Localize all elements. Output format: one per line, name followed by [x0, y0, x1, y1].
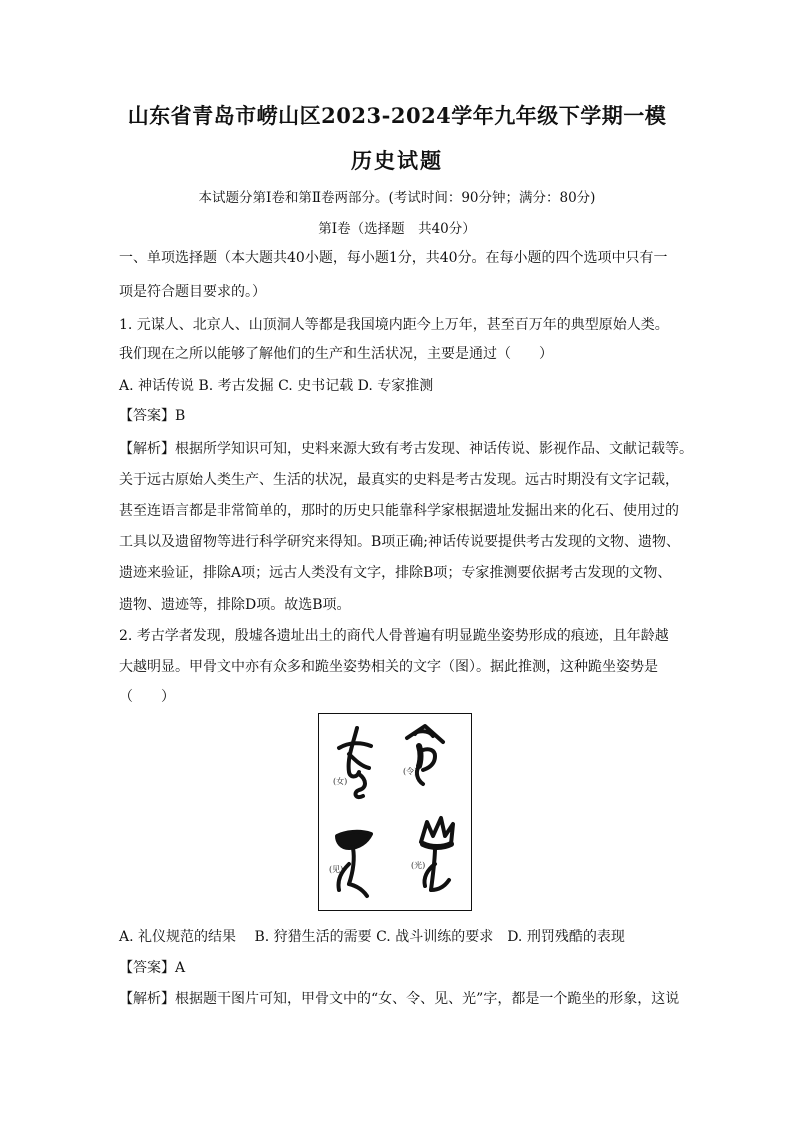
glyph-label-ling: (令) — [403, 767, 418, 776]
question-1-analysis-line-2: 关于远古原始人类生产、生活的状况，最真实的史料是考古发现。远古时期没有文字记载， — [119, 472, 679, 488]
question-1-analysis-line-4: 工具以及遗留物等进行科学研究来得知。B项正确;神话传说要提供考古发现的文物、遗物、 — [119, 534, 681, 550]
question-1-analysis-line-6: 遗物、遗迹等，排除D项。故选B项。 — [119, 597, 351, 613]
oracle-bone-figure — [318, 713, 472, 911]
question-1-options: A. 神话传说 B. 考古发掘 C. 史书记载 D. 专家推测 — [119, 378, 434, 394]
question-1-answer: 【答案】B — [119, 408, 186, 424]
page-title: 山东省青岛市崂山区2023-2024学年九年级下学期一模 — [127, 103, 667, 128]
part-title: 第Ⅰ卷（选择题 共40分） — [318, 221, 476, 237]
exam-note: 本试题分第Ⅰ卷和第Ⅱ卷两部分。(考试时间：90分钟；满分：80分) — [198, 190, 596, 206]
glyph-label-jian: (见) — [329, 865, 344, 874]
question-2-stem-line-1: 2. 考古学者发现，殷墟各遗址出土的商代人骨普遍有明显跪坐姿势形成的痕迹，且年龄越 — [119, 628, 669, 644]
glyph-guang — [421, 818, 453, 890]
question-2-options: A. 礼仪规范的结果 B. 狩猎生活的需要 C. 战斗训练的要求 D. 刑罚残酷的表现 — [119, 929, 625, 945]
question-1-analysis-line-3: 甚至连语言都是非常简单的，那时的历史只能靠科学家根据遗址发掘出来的化石、使用过的 — [119, 503, 679, 519]
question-2-stem-line-3: （ ） — [119, 689, 175, 705]
question-2-analysis-line-1: 【解析】根据题干图片可知，甲骨文中的“女、令、见、光”字，都是一个跪坐的形象，这说 — [119, 991, 680, 1007]
question-2-answer: 【答案】A — [119, 960, 186, 976]
question-1-stem-line-1: 1. 元谋人、北京人、山顶洞人等都是我国境内距今上万年，甚至百万年的典型原始人类。 — [119, 317, 669, 333]
question-2-stem-line-2: 大越明显。甲骨文中亦有众多和跪坐姿势相关的文字（图）。据此推测，这种跪坐姿势是 — [119, 659, 658, 675]
oracle-bone-glyphs — [319, 714, 473, 912]
page-subtitle: 历史试题 — [351, 148, 443, 173]
section-instruction-line-2: 项是符合题目要求的。） — [119, 284, 266, 300]
glyph-label-nv: (女) — [333, 777, 348, 786]
glyph-label-guang: (光) — [411, 861, 426, 870]
question-1-analysis-line-1: 【解析】根据所学知识可知，史料来源大致有考古发现、神话传说、影视作品、文献记载等。 — [119, 441, 693, 457]
question-1-stem-line-2: 我们现在之所以能够了解他们的生产和生活状况，主要是通过（ ） — [119, 346, 553, 362]
section-instruction-line-1: 一、单项选择题（本大题共40小题，每小题1分，共40分。在每小题的四个选项中只有一 — [119, 250, 668, 266]
question-1-analysis-line-5: 遗迹来验证，排除A项；远古人类没有文字，排除B项；专家推测要依据考古发现的文物、 — [119, 565, 672, 581]
